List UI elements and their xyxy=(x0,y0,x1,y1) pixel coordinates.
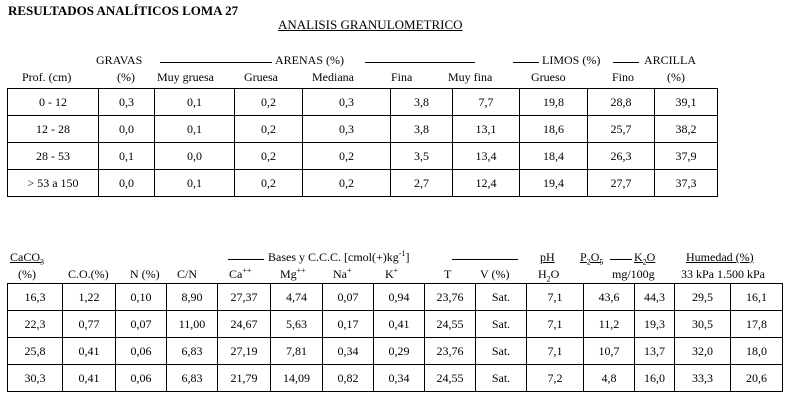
col-gruesa: Gruesa xyxy=(244,70,278,84)
header-bases xyxy=(268,250,409,265)
table-cell: 0,07 xyxy=(323,284,374,311)
table-cell: 26,3 xyxy=(588,143,655,170)
table-cell: 44,3 xyxy=(635,284,675,311)
k2o-k: K xyxy=(634,250,643,264)
table-cell: 0,2 xyxy=(235,170,303,197)
table-row xyxy=(8,170,718,197)
granulometry-table xyxy=(7,88,718,197)
table-cell: 20,6 xyxy=(731,365,783,392)
col-ca-text: Ca xyxy=(229,267,243,281)
table-cell: 7,81 xyxy=(271,338,323,365)
table-cell: 27,7 xyxy=(588,170,655,197)
table-cell: 13,4 xyxy=(453,143,520,170)
table-cell: 21,79 xyxy=(218,365,271,392)
col-gravas-pct: (%) xyxy=(117,70,135,84)
col-ca-sup: ++ xyxy=(242,266,252,275)
section-title: ANALISIS GRANULOMETRICO xyxy=(278,17,463,32)
table-cell: 18,6 xyxy=(520,116,588,143)
table-cell: 39,1 xyxy=(655,89,718,116)
table-cell: 0,2 xyxy=(235,116,303,143)
table-cell: 12 - 28 xyxy=(8,116,99,143)
table-cell: 25,8 xyxy=(8,338,63,365)
table-cell: 38,2 xyxy=(655,116,718,143)
table-cell: 0,17 xyxy=(323,311,374,338)
table-cell: 7,1 xyxy=(527,284,584,311)
table-cell: 18,0 xyxy=(731,338,783,365)
table-cell: 7,2 xyxy=(527,365,584,392)
table-cell: 0,06 xyxy=(116,338,167,365)
col-muy-gruesa: Muy gruesa xyxy=(157,70,214,84)
table-cell: 4,74 xyxy=(271,284,323,311)
col-na xyxy=(333,267,352,282)
table-cell: Sat. xyxy=(476,311,527,338)
table-cell: 0,94 xyxy=(374,284,425,311)
col-k-text: K xyxy=(385,267,394,281)
table-cell: 28,8 xyxy=(588,89,655,116)
col-t: T xyxy=(444,267,452,281)
header-limos: LIMOS (%) xyxy=(542,53,601,67)
table-cell: 33,3 xyxy=(675,365,731,392)
col-mg xyxy=(280,267,306,282)
table-cell: 16,1 xyxy=(731,284,783,311)
header-rule-bases-left xyxy=(228,259,264,260)
table-cell: 16,3 xyxy=(8,284,63,311)
table-cell: 19,8 xyxy=(520,89,588,116)
table-cell: 30,3 xyxy=(8,365,63,392)
col-v: V (%) xyxy=(480,267,510,281)
table-cell: 0,2 xyxy=(235,89,303,116)
header-caco3-sub: 3 xyxy=(40,257,44,267)
header-rule-p2o5-k2o xyxy=(610,259,632,260)
col-mediana: Mediana xyxy=(312,70,354,84)
table-cell: 2,7 xyxy=(391,170,453,197)
header-rule-limos-right xyxy=(613,62,639,63)
table-row xyxy=(8,116,718,143)
table-cell: 0,41 xyxy=(63,365,116,392)
table-cell: 22,3 xyxy=(8,311,63,338)
col-mg-sup: ++ xyxy=(296,266,306,275)
header-arcilla: ARCILLA xyxy=(644,53,696,67)
table-cell: 24,55 xyxy=(425,311,476,338)
table-row xyxy=(8,365,783,392)
col-fina: Fina xyxy=(391,70,413,84)
col-fino: Fino xyxy=(612,70,635,84)
col-arcilla-pct: (%) xyxy=(667,70,685,84)
p2o5-sub2: 5 xyxy=(599,257,604,267)
table-cell: 0,29 xyxy=(374,338,425,365)
table-row xyxy=(8,89,718,116)
chemistry-table xyxy=(7,283,783,392)
table-cell: 17,8 xyxy=(731,311,783,338)
header-bases-text: Bases y C.C.C. [cmol(+)kg xyxy=(268,250,399,264)
table-cell: 3,8 xyxy=(391,89,453,116)
table-row xyxy=(8,143,718,170)
table-cell: 0,1 xyxy=(99,143,155,170)
col-h2o xyxy=(538,267,559,282)
col-n: N (%) xyxy=(130,267,160,281)
table-cell: 19,3 xyxy=(635,311,675,338)
table-cell: 8,90 xyxy=(167,284,218,311)
table-cell: 29,5 xyxy=(675,284,731,311)
table-cell: Sat. xyxy=(476,284,527,311)
header-rule-limos-left xyxy=(513,62,539,63)
table-cell: 0,1 xyxy=(155,116,235,143)
table-cell: 6,83 xyxy=(167,365,218,392)
table-cell: 18,4 xyxy=(520,143,588,170)
table-cell: 37,9 xyxy=(655,143,718,170)
table-cell: 27,37 xyxy=(218,284,271,311)
table-cell: 28 - 53 xyxy=(8,143,99,170)
table-cell: 0,0 xyxy=(155,143,235,170)
table-cell: 0,07 xyxy=(116,311,167,338)
table-cell: 32,0 xyxy=(675,338,731,365)
table-cell: 0,77 xyxy=(63,311,116,338)
table-cell: 0,3 xyxy=(303,116,391,143)
col-cn: C/N xyxy=(177,267,198,281)
table-cell: 23,76 xyxy=(425,284,476,311)
table-cell: 4,8 xyxy=(584,365,635,392)
table-cell: 3,8 xyxy=(391,116,453,143)
table-cell: 7,7 xyxy=(453,89,520,116)
table-cell: 3,5 xyxy=(391,143,453,170)
table-cell: 12,4 xyxy=(453,170,520,197)
col-mg100g: mg/100g xyxy=(612,267,655,281)
table-cell: 16,0 xyxy=(635,365,675,392)
header-k2o xyxy=(634,250,655,265)
table-cell: 11,2 xyxy=(584,311,635,338)
header-gravas: GRAVAS xyxy=(96,53,143,67)
table-cell: 0 - 12 xyxy=(8,89,99,116)
header-rule-bases-right xyxy=(452,259,518,260)
table-cell: 0,34 xyxy=(374,365,425,392)
table-row xyxy=(8,284,783,311)
table-cell: 24,55 xyxy=(425,365,476,392)
col-h2o-h: H xyxy=(538,267,547,281)
table-cell: 7,1 xyxy=(527,311,584,338)
table-cell: 0,0 xyxy=(99,116,155,143)
table-cell: 0,2 xyxy=(303,143,391,170)
header-caco3 xyxy=(10,250,44,265)
col-ca xyxy=(229,267,251,282)
header-ph: pH xyxy=(540,250,555,264)
col-na-sup: + xyxy=(347,266,352,275)
table-cell: 0,34 xyxy=(323,338,374,365)
col-muy-fina: Muy fina xyxy=(448,70,493,84)
header-rule-arenas-right xyxy=(365,62,475,63)
table-cell: 14,09 xyxy=(271,365,323,392)
header-humedad: Humedad (%) xyxy=(686,250,754,264)
table-row xyxy=(8,311,783,338)
table-cell: 13,7 xyxy=(635,338,675,365)
table-cell: 0,2 xyxy=(303,170,391,197)
col-h2o-o: O xyxy=(550,267,560,281)
table-cell: 0,3 xyxy=(99,89,155,116)
table-cell: 0,1 xyxy=(155,89,235,116)
col-prof: Prof. (cm) xyxy=(22,70,72,84)
col-k xyxy=(385,267,398,282)
table-cell: 37,3 xyxy=(655,170,718,197)
header-bases-sup: -1 xyxy=(398,249,406,258)
k2o-sub: 2 xyxy=(642,257,647,267)
table-cell: 10,7 xyxy=(584,338,635,365)
table-cell: 30,5 xyxy=(675,311,731,338)
table-cell: 0,10 xyxy=(116,284,167,311)
table-cell: 19,4 xyxy=(520,170,588,197)
table-cell: Sat. xyxy=(476,338,527,365)
table-cell: 0,0 xyxy=(99,170,155,197)
report-title: RESULTADOS ANALÍTICOS LOMA 27 xyxy=(8,3,239,18)
table-cell: > 53 a 150 xyxy=(8,170,99,197)
table-row xyxy=(8,338,783,365)
table-cell: 0,06 xyxy=(116,365,167,392)
table-cell: 11,00 xyxy=(167,311,218,338)
table-cell: 6,83 xyxy=(167,338,218,365)
col-k-sup: + xyxy=(393,266,399,275)
table-cell: 1,22 xyxy=(63,284,116,311)
table-cell: 27,19 xyxy=(218,338,271,365)
table-cell: 25,7 xyxy=(588,116,655,143)
col-co: C.O.(%) xyxy=(68,267,109,281)
header-bases-end: ] xyxy=(405,250,410,264)
table-cell: 0,2 xyxy=(235,143,303,170)
table-cell: 5,63 xyxy=(271,311,323,338)
header-arenas: ARENAS (%) xyxy=(275,53,344,67)
table-cell: 0,1 xyxy=(155,170,235,197)
header-p2o5 xyxy=(580,250,603,265)
p2o5-sub1: 2 xyxy=(586,257,591,267)
col-na-text: Na xyxy=(333,267,347,281)
col-kpa: 33 kPa 1.500 kPa xyxy=(681,267,765,281)
table-cell: 13,1 xyxy=(453,116,520,143)
table-cell: Sat. xyxy=(476,365,527,392)
table-cell: 0,41 xyxy=(374,311,425,338)
table-cell: 43,6 xyxy=(584,284,635,311)
table-cell: 0,3 xyxy=(303,89,391,116)
table-cell: 7,1 xyxy=(527,338,584,365)
table-cell: 0,82 xyxy=(323,365,374,392)
col-grueso: Grueso xyxy=(531,70,566,84)
header-caco3-text: CaCO xyxy=(10,250,40,264)
table-cell: 24,67 xyxy=(218,311,271,338)
p2o5-p: P xyxy=(580,250,587,264)
p2o5-o: O xyxy=(590,250,600,264)
header-rule-arenas-left xyxy=(160,62,272,63)
table-cell: 0,41 xyxy=(63,338,116,365)
col-h2o-sub: 2 xyxy=(546,274,551,284)
col-mg-text: Mg xyxy=(280,267,297,281)
table-cell: 23,76 xyxy=(425,338,476,365)
k2o-o: O xyxy=(646,250,656,264)
col-caco3-pct: (%) xyxy=(18,267,36,281)
